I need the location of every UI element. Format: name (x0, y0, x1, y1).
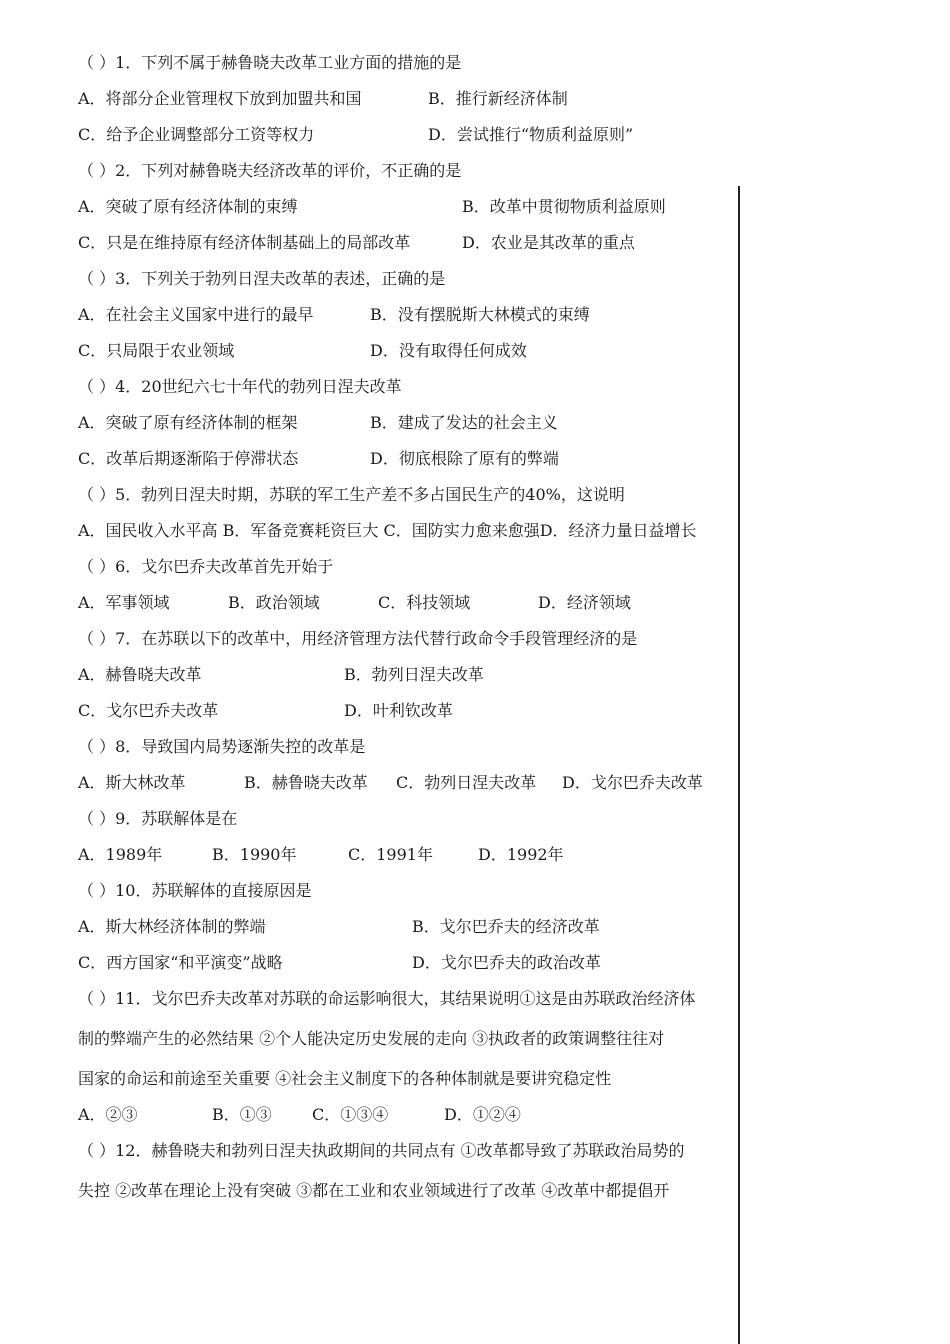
option-a: A．突破了原有经济体制的束缚 (78, 197, 298, 216)
option-a: A．赫鲁晓夫改革 (78, 665, 202, 684)
question-10-stem: （ ）10．苏联解体的直接原因是 (78, 881, 312, 900)
question-12-stem-line-1: （ ）12．赫鲁晓夫和勃列日涅夫执政期间的共同点有 ①改革都导致了苏联政治局势的 (78, 1141, 685, 1160)
option-b: B．①③ (212, 1105, 272, 1124)
option-b: B．1990年 (212, 845, 297, 864)
option-d: D．1992年 (478, 845, 564, 864)
option-d: D．①②④ (444, 1105, 521, 1124)
option-d: D．没有取得任何成效 (370, 341, 527, 360)
option-b: B．勃列日涅夫改革 (344, 665, 484, 684)
option-a: A．②③ (78, 1105, 138, 1124)
option-a: A．在社会主义国家中进行的最早 (78, 305, 314, 324)
option-a: A．军事领域 (78, 593, 170, 612)
option-c: C．科技领域 (378, 593, 471, 612)
question-11-stem-line-1: （ ）11．戈尔巴乔夫改革对苏联的命运影响很大，其结果说明①这是由苏联政治经济体 (78, 989, 696, 1008)
option-b: B．戈尔巴乔夫的经济改革 (412, 917, 600, 936)
question-12-stem-line-2: 失控 ②改革在理论上没有突破 ③都在工业和农业领域进行了改革 ④改革中都提倡开 (78, 1181, 670, 1200)
option-a: A．将部分企业管理权下放到加盟共和国 (78, 89, 362, 108)
option-d: D．尝试推行“物质利益原则” (428, 125, 634, 144)
option-d: D．经济领域 (538, 593, 631, 612)
option-a: A．突破了原有经济体制的框架 (78, 413, 298, 432)
option-b: B．改革中贯彻物质利益原则 (462, 197, 666, 216)
question-7-stem: （ ）7．在苏联以下的改革中，用经济管理方法代替行政命令手段管理经济的是 (78, 629, 638, 648)
option-d: D．戈尔巴乔夫的政治改革 (412, 953, 601, 972)
option-a: A．1989年 (78, 845, 163, 864)
option-c: C．只局限于农业领域 (78, 341, 235, 360)
option-b: B．建成了发达的社会主义 (370, 413, 558, 432)
option-b: B．政治领域 (228, 593, 320, 612)
margin-divider-line (738, 186, 740, 1344)
option-c: C．给予企业调整部分工资等权力 (78, 125, 315, 144)
question-6-stem: （ ）6．戈尔巴乔夫改革首先开始于 (78, 557, 334, 576)
option-c: C．戈尔巴乔夫改革 (78, 701, 219, 720)
option-c: C．改革后期逐渐陷于停滞状态 (78, 449, 299, 468)
option-d: D．彻底根除了原有的弊端 (370, 449, 559, 468)
question-11-stem-line-2: 制的弊端产生的必然结果 ②个人能决定历史发展的走向 ③执政者的政策调整往往对 (78, 1029, 665, 1048)
option-c: C．西方国家“和平演变”战略 (78, 953, 283, 972)
option-d: D．戈尔巴乔夫改革 (562, 773, 703, 792)
question-11-stem-line-3: 国家的命运和前途至关重要 ④社会主义制度下的各种体制就是要讲究稳定性 (78, 1069, 612, 1088)
option-a: A．斯大林改革 (78, 773, 186, 792)
option-b: B．赫鲁晓夫改革 (244, 773, 368, 792)
question-3-stem: （ ）3．下列关于勃列日涅夫改革的表述，正确的是 (78, 269, 446, 288)
question-1-stem: （ ）1．下列不属于赫鲁晓夫改革工业方面的措施的是 (78, 53, 462, 72)
option-a: A．斯大林经济体制的弊端 (78, 917, 266, 936)
question-4-stem: （ ）4．20世纪六七十年代的勃列日涅夫改革 (78, 377, 402, 396)
option-c: C．勃列日涅夫改革 (396, 773, 537, 792)
option-b: B．推行新经济体制 (428, 89, 568, 108)
option-c: C．1991年 (348, 845, 433, 864)
question-8-stem: （ ）8．导致国内局势逐渐失控的改革是 (78, 737, 366, 756)
option-c: C．①③④ (312, 1105, 389, 1124)
option-c: C．只是在维持原有经济体制基础上的局部改革 (78, 233, 411, 252)
option-b: B．没有摆脱斯大林模式的束缚 (370, 305, 590, 324)
question-9-stem: （ ）9．苏联解体是在 (78, 809, 238, 828)
option-d: D．农业是其改革的重点 (462, 233, 635, 252)
question-5-options: A．国民收入水平高 B．军备竞赛耗资巨大 C．国防实力愈来愈强D．经济力量日益增长 (78, 521, 697, 540)
option-d: D．叶利钦改革 (344, 701, 453, 720)
question-5-stem: （ ）5．勃列日涅夫时期，苏联的军工生产差不多占国民生产的40%，这说明 (78, 485, 625, 504)
question-2-stem: （ ）2．下列对赫鲁晓夫经济改革的评价，不正确的是 (78, 161, 462, 180)
